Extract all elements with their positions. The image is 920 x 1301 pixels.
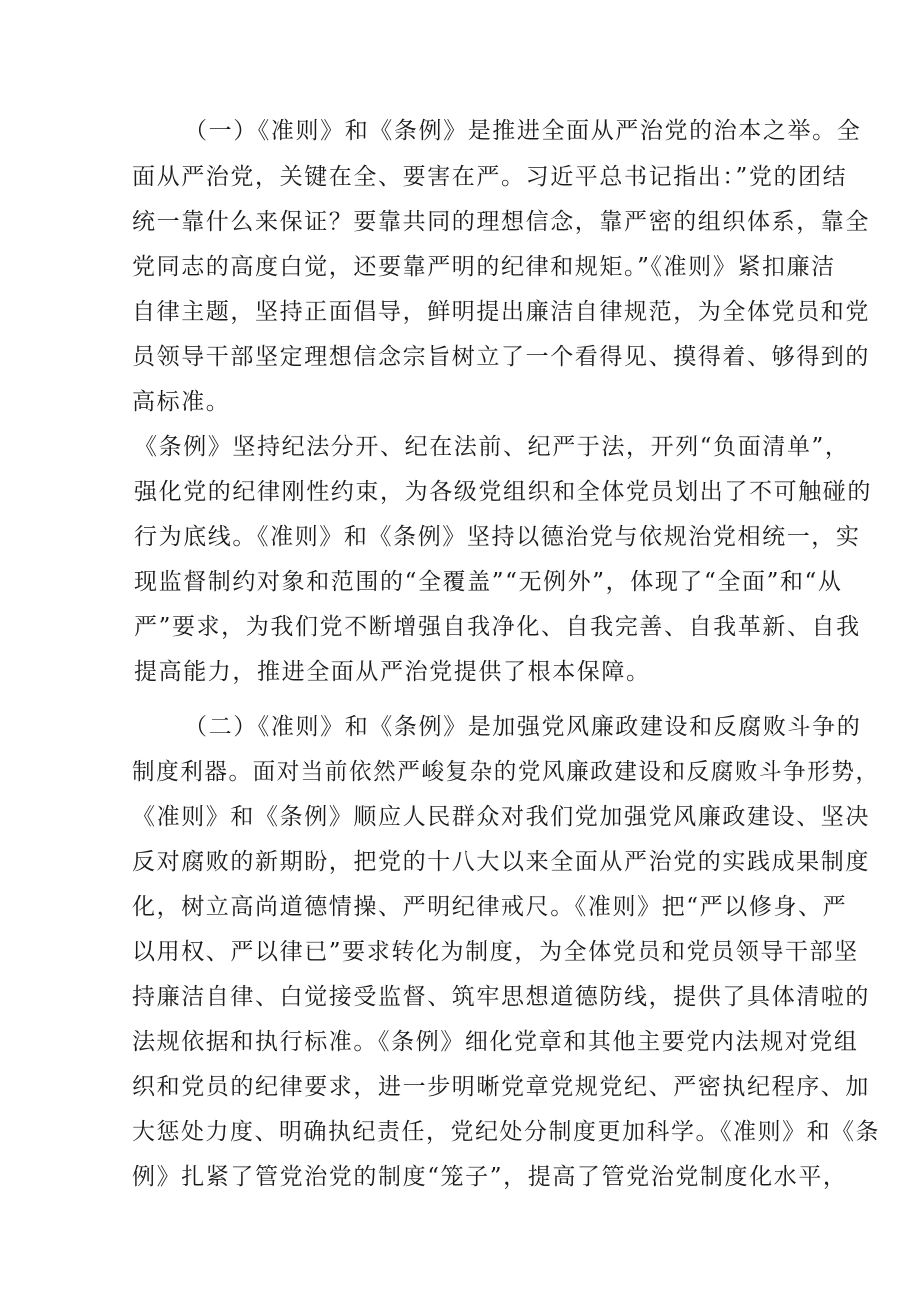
paragraph-3-line-1: （二）《准则》和《条例》是加强党风廉政建设和反腐败斗争的 <box>184 714 862 740</box>
paragraph-3-line-9: 织和党员的纪律要求，进一步明晰党章党规党纪、严密执纪程序、加 <box>132 1074 870 1100</box>
paragraph-1-line-1: （一）《准则》和《条例》是推进全面从严治党的治本之举。全 <box>184 118 862 144</box>
paragraph-3-line-3: 《准则》和《条例》顺应人民群众对我们党加强党风廉政建设、坚决 <box>132 804 870 830</box>
paragraph-2-line-1: 《条例》坚持纪法分开、纪在法前、纪严于法，开列“负面清单”， <box>134 434 850 460</box>
paragraph-2-line-4: 现监督制约对象和范围的“全覆盖”“无例外”，体现了“全面”和“从 <box>134 569 843 595</box>
paragraph-2-line-3: 行为底线。《准则》和《条例》坚持以德治党与依规治党相统一，实 <box>134 524 861 550</box>
paragraph-3-line-11: 例》扎紧了管党治党的制度“笼子”，提高了管党治党制度化水平， <box>132 1164 848 1190</box>
paragraph-1-line-2: 面从严治党，关键在全、要害在严。习近平总书记指出：”党的团结 <box>132 164 848 190</box>
paragraph-1-line-3: 统一靠什么来保证？要靠共同的理想信念，靠严密的组织体系，靠全 <box>132 209 870 235</box>
paragraph-3-line-4: 反对腐败的新期盼，把党的十八大以来全面从严治党的实践成果制度 <box>132 849 870 875</box>
paragraph-3-line-10: 大惩处力度、明确执纪责任，党纪处分制度更加科学。《准则》和《条 <box>132 1119 881 1145</box>
paragraph-3-line-5: 化，树立高尚道德情操、严明纪律戒尺。《准则》把“严以修身、严 <box>132 894 848 920</box>
paragraph-2-line-6: 提高能力，推进全面从严治党提供了根本保障。 <box>134 659 651 685</box>
paragraph-1-line-5: 自律主题，坚持正面倡导，鲜明提出廉洁自律规范，为全体党员和党 <box>132 299 870 325</box>
paragraph-1-line-6: 员领导干部坚定理想信念宗旨树立了一个看得见、摸得着、够得到的 <box>132 344 870 370</box>
paragraph-3-line-2: 制度利器。面对当前依然严峻复杂的党风廉政建设和反腐败斗争形势， <box>132 759 880 785</box>
paragraph-2-line-5: 严”要求，为我们党不断增强自我净化、自我完善、自我革新、自我 <box>134 614 861 640</box>
paragraph-1-line-7: 高标准。 <box>132 389 231 415</box>
paragraph-1-line-4: 党同志的高度白觉，还要靠严明的纪律和规矩。”《准则》紧扣廉洁 <box>132 254 836 280</box>
paragraph-3-line-7: 持廉洁自律、白觉接受监督、筑牢思想道德防线，提供了具体清啦的 <box>132 984 870 1010</box>
paragraph-2-line-2: 强化党的纪律刚性约束，为各级党组织和全体党员划出了不可触碰的 <box>134 479 872 505</box>
paragraph-3-line-8: 法规依据和执行标准。《条例》细化党章和其他主要党内法规对党组 <box>132 1029 859 1055</box>
paragraph-3-line-6: 以用权、严以律已”要求转化为制度，为全体党员和党员领导干部坚 <box>132 939 859 965</box>
